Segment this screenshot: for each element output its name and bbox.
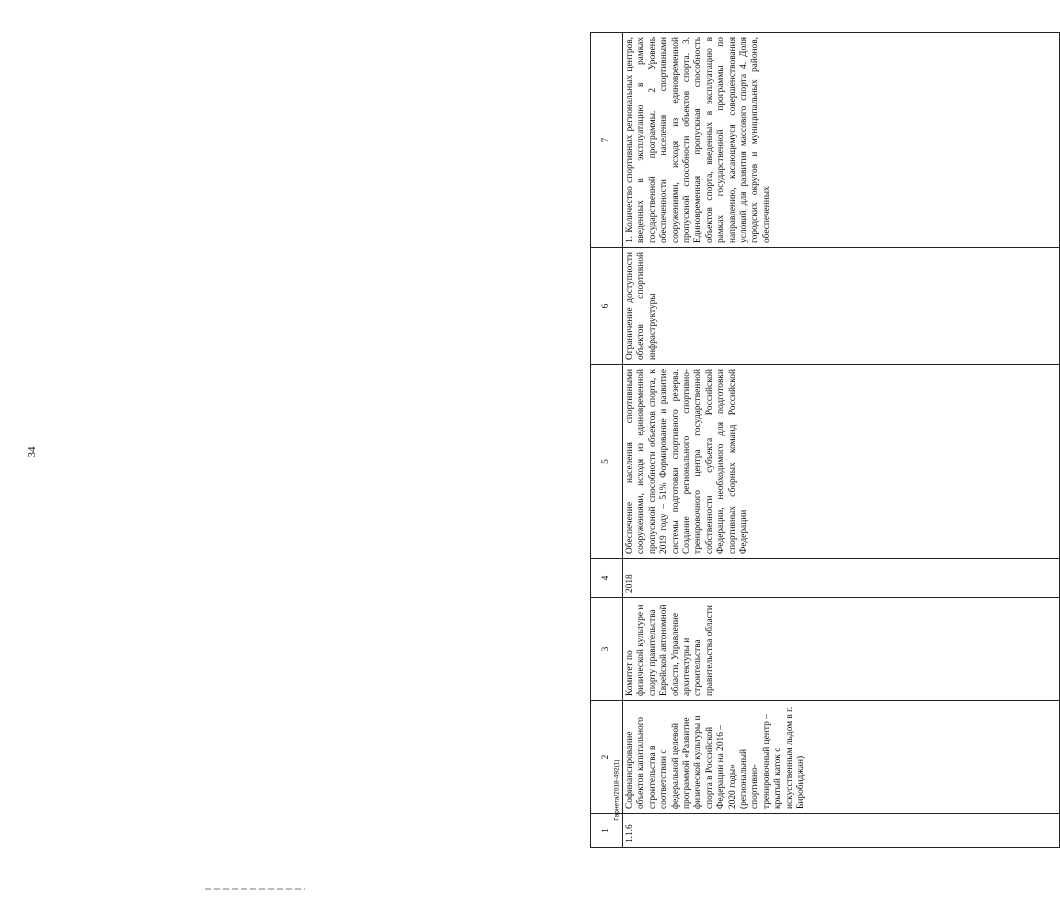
header-row (591, 33, 623, 848)
document-stamp: Гарнета/2018-492(1) (613, 759, 621, 821)
cell-indicators: 1. Количество спортивных региональных центров, введенных в эксплуатацию в рамках государственной программы. 2 Уровень обеспеченности населения спортивными сооружениями, исходя из единовременной пропускной способности объектов спорта. 3. Единовременная пропускная способность объектов спорта, введенных в эксплуатацию в рамках государственной программы по направлению, касающемуся совершенствования условий для развития массового спорта 4. Доля городских округов и муниципальных районов, обеспеченных (623, 33, 1060, 248)
col-header-2: 2 (591, 701, 623, 814)
page-number: 34 (26, 446, 38, 458)
cell-consequences: Ограничение доступности объектов спортивной инфраструктуры (623, 248, 1060, 365)
col-header-6: 6 (591, 248, 623, 365)
program-table (590, 32, 1060, 848)
cell-code: 1.1.6 (623, 814, 1060, 848)
scan-artifact (205, 888, 305, 890)
table-row (623, 33, 1060, 848)
cell-result: Обеспечение населения спортивными сооружениями, исходя из единовременной пропускной способности объектов спорта, к 2019 году – 51% Формирование и развитие системы подготовки спортивного резерва. Создание регионального спортивно-тренировочного центра государственной собственности субъекта Российской Федерации, необходимого для подготовки спортивных сборных команд Российской Федерации (623, 365, 1060, 559)
col-header-7: 7 (591, 33, 623, 248)
col-header-4: 4 (591, 559, 623, 598)
cell-name: Софинансирование объектов капитального строительства в соответствии с федеральной целевой программой «Развитие физической культуры и спорта в Российской Федерации на 2016 – 2020 годы» (региональный спортивно-тренировочный центр – крытый каток с искусственным льдом в г. Биробиджан) (623, 701, 1060, 814)
col-header-1: 1 (591, 814, 623, 848)
cell-year: 2018 (623, 559, 1060, 598)
rotated-table-container (590, 33, 1060, 848)
col-header-5: 5 (591, 365, 623, 559)
col-header-3: 3 (591, 598, 623, 701)
cell-executor: Комитет по физической культуре и спорту правительства Еврейской автономной области, Управление архитектуры и строительства правительства области (623, 598, 1060, 701)
